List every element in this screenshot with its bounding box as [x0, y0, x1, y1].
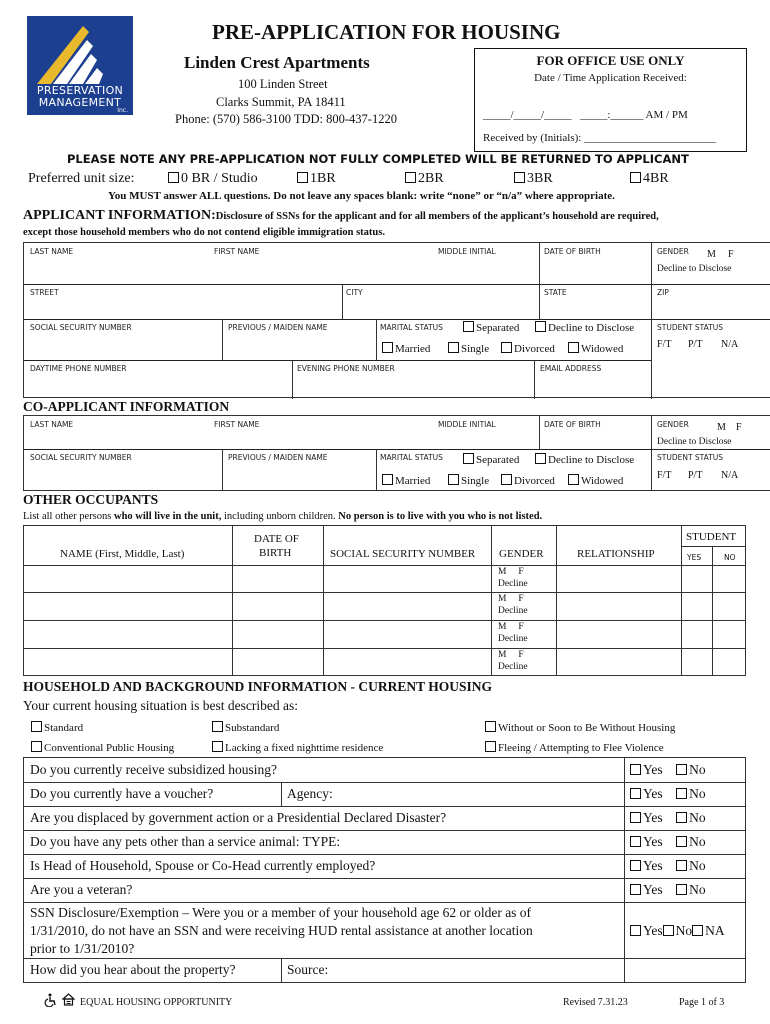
situation-without-housing[interactable]: Without or Soon to Be Without Housing [485, 721, 675, 734]
property-address2: Clarks Summit, PA 18411 [216, 95, 346, 109]
voucher-agency-label: Agency: [287, 786, 333, 801]
question-ssn-exemption-1: SSN Disclosure/Exemption – Were you or a member of your household age 62 or older as of [30, 905, 532, 920]
co-prev-name-label: PREVIOUS / MAIDEN NAME [228, 453, 328, 462]
co-dob-label: DATE OF BIRTH [544, 420, 601, 429]
col-student-yes: YES [687, 553, 702, 562]
office-use-box [474, 48, 747, 152]
yes-no-q4[interactable]: Yes No [630, 834, 706, 850]
situation-standard[interactable]: Standard [31, 721, 83, 734]
checkbox-icon[interactable] [568, 474, 579, 485]
yes-no-q6[interactable]: Yes No [630, 882, 706, 898]
checkbox-icon[interactable] [382, 474, 393, 485]
yes-no-na-ssn[interactable]: Yes No NA [630, 923, 725, 939]
property-address1: 100 Linden Street [238, 77, 328, 91]
marital-decline[interactable]: Decline to Disclose [535, 321, 634, 334]
situation-fleeing-violence[interactable]: Fleeing / Attempting to Flee Violence [485, 741, 664, 754]
checkbox-icon[interactable] [31, 721, 42, 732]
middle-initial-label: MIDDLE INITIAL [438, 247, 496, 256]
checkbox-icon[interactable] [405, 172, 416, 183]
unit-option-0br[interactable]: 0 BR / Studio [168, 171, 258, 187]
checkbox-icon[interactable] [630, 764, 641, 775]
checkbox-icon[interactable] [535, 453, 546, 464]
applicant-title: APPLICANT INFORMATION:Disclosure of SSNs for the applicant and for all members of the applicant’s household are required, [23, 208, 659, 223]
co-student-status-label: STUDENT STATUS [657, 453, 724, 462]
occupants-title: OTHER OCCUPANTS [23, 492, 159, 507]
co-marital-widowed[interactable]: Widowed [568, 474, 623, 487]
question-voucher: Do you currently have a voucher? [30, 786, 214, 801]
unit-option-1br[interactable]: 1BR [297, 171, 336, 187]
checkbox-icon[interactable] [630, 884, 641, 895]
col-dob-header-2: BIRTH [259, 547, 292, 559]
must-answer-note: You MUST answer ALL questions. Do not leave any spaces blank: write “none” or “n/a” where appropriate. [108, 190, 615, 202]
state-label: STATE [544, 288, 567, 297]
student-status-label: STUDENT STATUS [657, 323, 724, 332]
hear-source-label: Source: [287, 962, 329, 977]
coapplicant-grid [23, 415, 770, 491]
checkbox-icon[interactable] [676, 788, 687, 799]
applicant-grid [23, 242, 770, 398]
equal-housing-icon [62, 993, 75, 1006]
checkbox-icon[interactable] [212, 741, 223, 752]
marital-separated[interactable]: Separated [463, 321, 519, 334]
row1-gender[interactable]: M F Decline [498, 567, 528, 589]
last-name-label: LAST NAME [30, 247, 74, 256]
checkbox-icon[interactable] [630, 836, 641, 847]
housing-situation-label: Your current housing situation is best described as: [23, 698, 298, 713]
evening-phone-label: EVENING PHONE NUMBER [297, 364, 395, 373]
co-first-name-label: FIRST NAME [214, 420, 260, 429]
co-ssn-label: SOCIAL SECURITY NUMBER [30, 453, 132, 462]
row4-gender[interactable]: M F Decline [498, 650, 528, 672]
checkbox-icon[interactable] [501, 474, 512, 485]
unit-option-4br[interactable]: 4BR [630, 171, 669, 187]
marital-married[interactable]: Married [382, 342, 430, 355]
unit-option-2br[interactable]: 2BR [405, 171, 444, 187]
equal-housing-text: EQUAL HOUSING OPPORTUNITY [80, 997, 233, 1008]
checkbox-icon[interactable] [630, 925, 641, 936]
first-name-label: FIRST NAME [214, 247, 260, 256]
co-marital-married[interactable]: Married [382, 474, 430, 487]
occupants-table [23, 525, 746, 676]
row2-gender[interactable]: M F Decline [498, 594, 528, 616]
checkbox-icon[interactable] [630, 788, 641, 799]
situation-lacking-residence[interactable]: Lacking a fixed nighttime residence [212, 741, 383, 754]
checkbox-icon[interactable] [676, 860, 687, 871]
col-dob-header-1: DATE OF [254, 533, 299, 545]
co-gender-label: GENDER [657, 420, 689, 429]
question-pets: Do you have any pets other than a service animal: TYPE: [30, 834, 341, 849]
marital-divorced[interactable]: Divorced [501, 342, 555, 355]
checkbox-icon[interactable] [31, 741, 42, 752]
col-student-header: STUDENT [686, 531, 737, 543]
checkbox-icon[interactable] [692, 925, 703, 936]
checkbox-icon[interactable] [485, 721, 496, 732]
co-student-ft[interactable]: F/T [657, 470, 672, 481]
gender-m[interactable]: M [707, 249, 716, 260]
logo-line3: Inc. [117, 107, 128, 114]
unit-option-3br[interactable]: 3BR [514, 171, 553, 187]
question-employed: Is Head of Household, Spouse or Co-Head currently employed? [30, 858, 376, 873]
co-marital-decline[interactable]: Decline to Disclose [535, 453, 634, 466]
co-middle-initial-label: MIDDLE INITIAL [438, 420, 496, 429]
checkbox-icon[interactable] [676, 884, 687, 895]
checkbox-icon[interactable] [676, 836, 687, 847]
checkbox-icon[interactable] [485, 741, 496, 752]
checkbox-icon[interactable] [212, 721, 223, 732]
yes-no-q2[interactable]: Yes No [630, 786, 706, 802]
coapplicant-title: CO-APPLICANT INFORMATION [23, 399, 230, 414]
checkbox-icon[interactable] [297, 172, 308, 183]
revised-date: Revised 7.31.23 [563, 997, 628, 1008]
yes-no-q1[interactable]: Yes No [630, 762, 706, 778]
zip-label: ZIP [657, 288, 669, 297]
row3-gender[interactable]: M F Decline [498, 622, 528, 644]
checkbox-icon[interactable] [448, 342, 459, 353]
checkbox-icon[interactable] [501, 342, 512, 353]
logo [27, 16, 133, 115]
co-gender-decline[interactable]: Decline to Disclose [657, 437, 732, 447]
col-student-no: NO [724, 553, 736, 562]
student-ft[interactable]: F/T [657, 339, 672, 350]
co-gender-m[interactable]: M [717, 422, 726, 433]
col-gender-header: GENDER [499, 548, 544, 560]
co-marital-separated[interactable]: Separated [463, 453, 519, 466]
office-title: FOR OFFICE USE ONLY [536, 53, 685, 68]
occupants-note: List all other persons who will live in the unit, including unborn children. No person is to live with you who is not listed. [23, 511, 543, 522]
student-na[interactable]: N/A [721, 339, 739, 350]
checkbox-icon[interactable] [514, 172, 525, 183]
question-displaced: Are you displaced by government action or a Presidential Declared Disaster? [30, 810, 447, 825]
street-label: STREET [30, 288, 59, 297]
question-hear-about: How did you hear about the property? [30, 962, 236, 977]
logo-mountain-icon [27, 22, 133, 86]
question-ssn-exemption-2: 1/31/2010, do not have an SSN and were receiving HUD rental assistance at another location [30, 923, 533, 938]
incomplete-notice: PLEASE NOTE ANY PRE-APPLICATION NOT FULLY COMPLETED WILL BE RETURNED TO APPLICANT [67, 152, 689, 166]
student-pt[interactable]: P/T [688, 339, 703, 350]
situation-substandard[interactable]: Substandard [212, 721, 279, 734]
accessibility-icon [44, 993, 58, 1007]
logo-line2: MANAGEMENT [38, 96, 122, 109]
question-veteran: Are you a veteran? [30, 882, 133, 897]
checkbox-icon[interactable] [676, 812, 687, 823]
co-marital-status-label: MARITAL STATUS [380, 453, 443, 462]
yes-no-q3[interactable]: Yes No [630, 810, 706, 826]
page-title: PRE-APPLICATION FOR HOUSING [212, 20, 561, 44]
daytime-phone-label: DAYTIME PHONE NUMBER [30, 364, 127, 373]
dob-label: DATE OF BIRTH [544, 247, 601, 256]
co-gender-f[interactable]: F [736, 422, 742, 433]
logo-line1: PRESERVATION [36, 84, 124, 97]
gender-label: GENDER [657, 247, 689, 256]
co-last-name-label: LAST NAME [30, 420, 74, 429]
co-student-na[interactable]: N/A [721, 470, 739, 481]
checkbox-icon[interactable] [463, 321, 474, 332]
email-label: EMAIL ADDRESS [540, 364, 602, 373]
checkbox-icon[interactable] [463, 453, 474, 464]
col-name-header: NAME (First, Middle, Last) [60, 548, 185, 560]
marital-widowed[interactable]: Widowed [568, 342, 623, 355]
office-date-line[interactable]: _____/_____/_____ _____:______ AM / PM [483, 109, 688, 121]
col-relationship-header: RELATIONSHIP [577, 548, 655, 560]
office-received-label: Date / Time Application Received: [534, 72, 687, 84]
unit-size-label: Preferred unit size: [28, 171, 135, 186]
office-initials[interactable]: Received by (Initials): ________________________ [483, 132, 717, 144]
marital-single[interactable]: Single [448, 342, 489, 355]
property-name: Linden Crest Apartments [184, 53, 370, 72]
checkbox-icon[interactable] [630, 172, 641, 183]
co-marital-divorced[interactable]: Divorced [501, 474, 555, 487]
checkbox-icon[interactable] [568, 342, 579, 353]
ssn-label: SOCIAL SECURITY NUMBER [30, 323, 132, 332]
checkbox-icon[interactable] [535, 321, 546, 332]
applicant-disclosure2: except those household members who do not contend eligible immigration status. [23, 227, 385, 238]
question-subsidized: Do you currently receive subsidized housing? [30, 762, 278, 777]
co-student-pt[interactable]: P/T [688, 470, 703, 481]
checkbox-icon[interactable] [168, 172, 179, 183]
co-marital-single[interactable]: Single [448, 474, 489, 487]
page-number: Page 1 of 3 [679, 997, 725, 1008]
city-label: CITY [346, 288, 363, 297]
checkbox-icon[interactable] [382, 342, 393, 353]
property-phone: Phone: (570) 586-3100 TDD: 800-437-1220 [175, 112, 397, 126]
household-title: HOUSEHOLD AND BACKGROUND INFORMATION - CURRENT HOUSING [23, 679, 493, 694]
marital-status-label: MARITAL STATUS [380, 323, 443, 332]
checkbox-icon[interactable] [630, 812, 641, 823]
checkbox-icon[interactable] [630, 860, 641, 871]
gender-decline[interactable]: Decline to Disclose [657, 264, 732, 274]
checkbox-icon[interactable] [663, 925, 674, 936]
situation-public-housing[interactable]: Conventional Public Housing [31, 741, 174, 754]
col-ssn-header: SOCIAL SECURITY NUMBER [330, 548, 476, 560]
checkbox-icon[interactable] [448, 474, 459, 485]
questions-table [23, 757, 746, 983]
question-ssn-exemption-3: prior to 1/31/2010? [30, 941, 135, 956]
prev-name-label: PREVIOUS / MAIDEN NAME [228, 323, 328, 332]
yes-no-q5[interactable]: Yes No [630, 858, 706, 874]
checkbox-icon[interactable] [676, 764, 687, 775]
gender-f[interactable]: F [728, 249, 734, 260]
